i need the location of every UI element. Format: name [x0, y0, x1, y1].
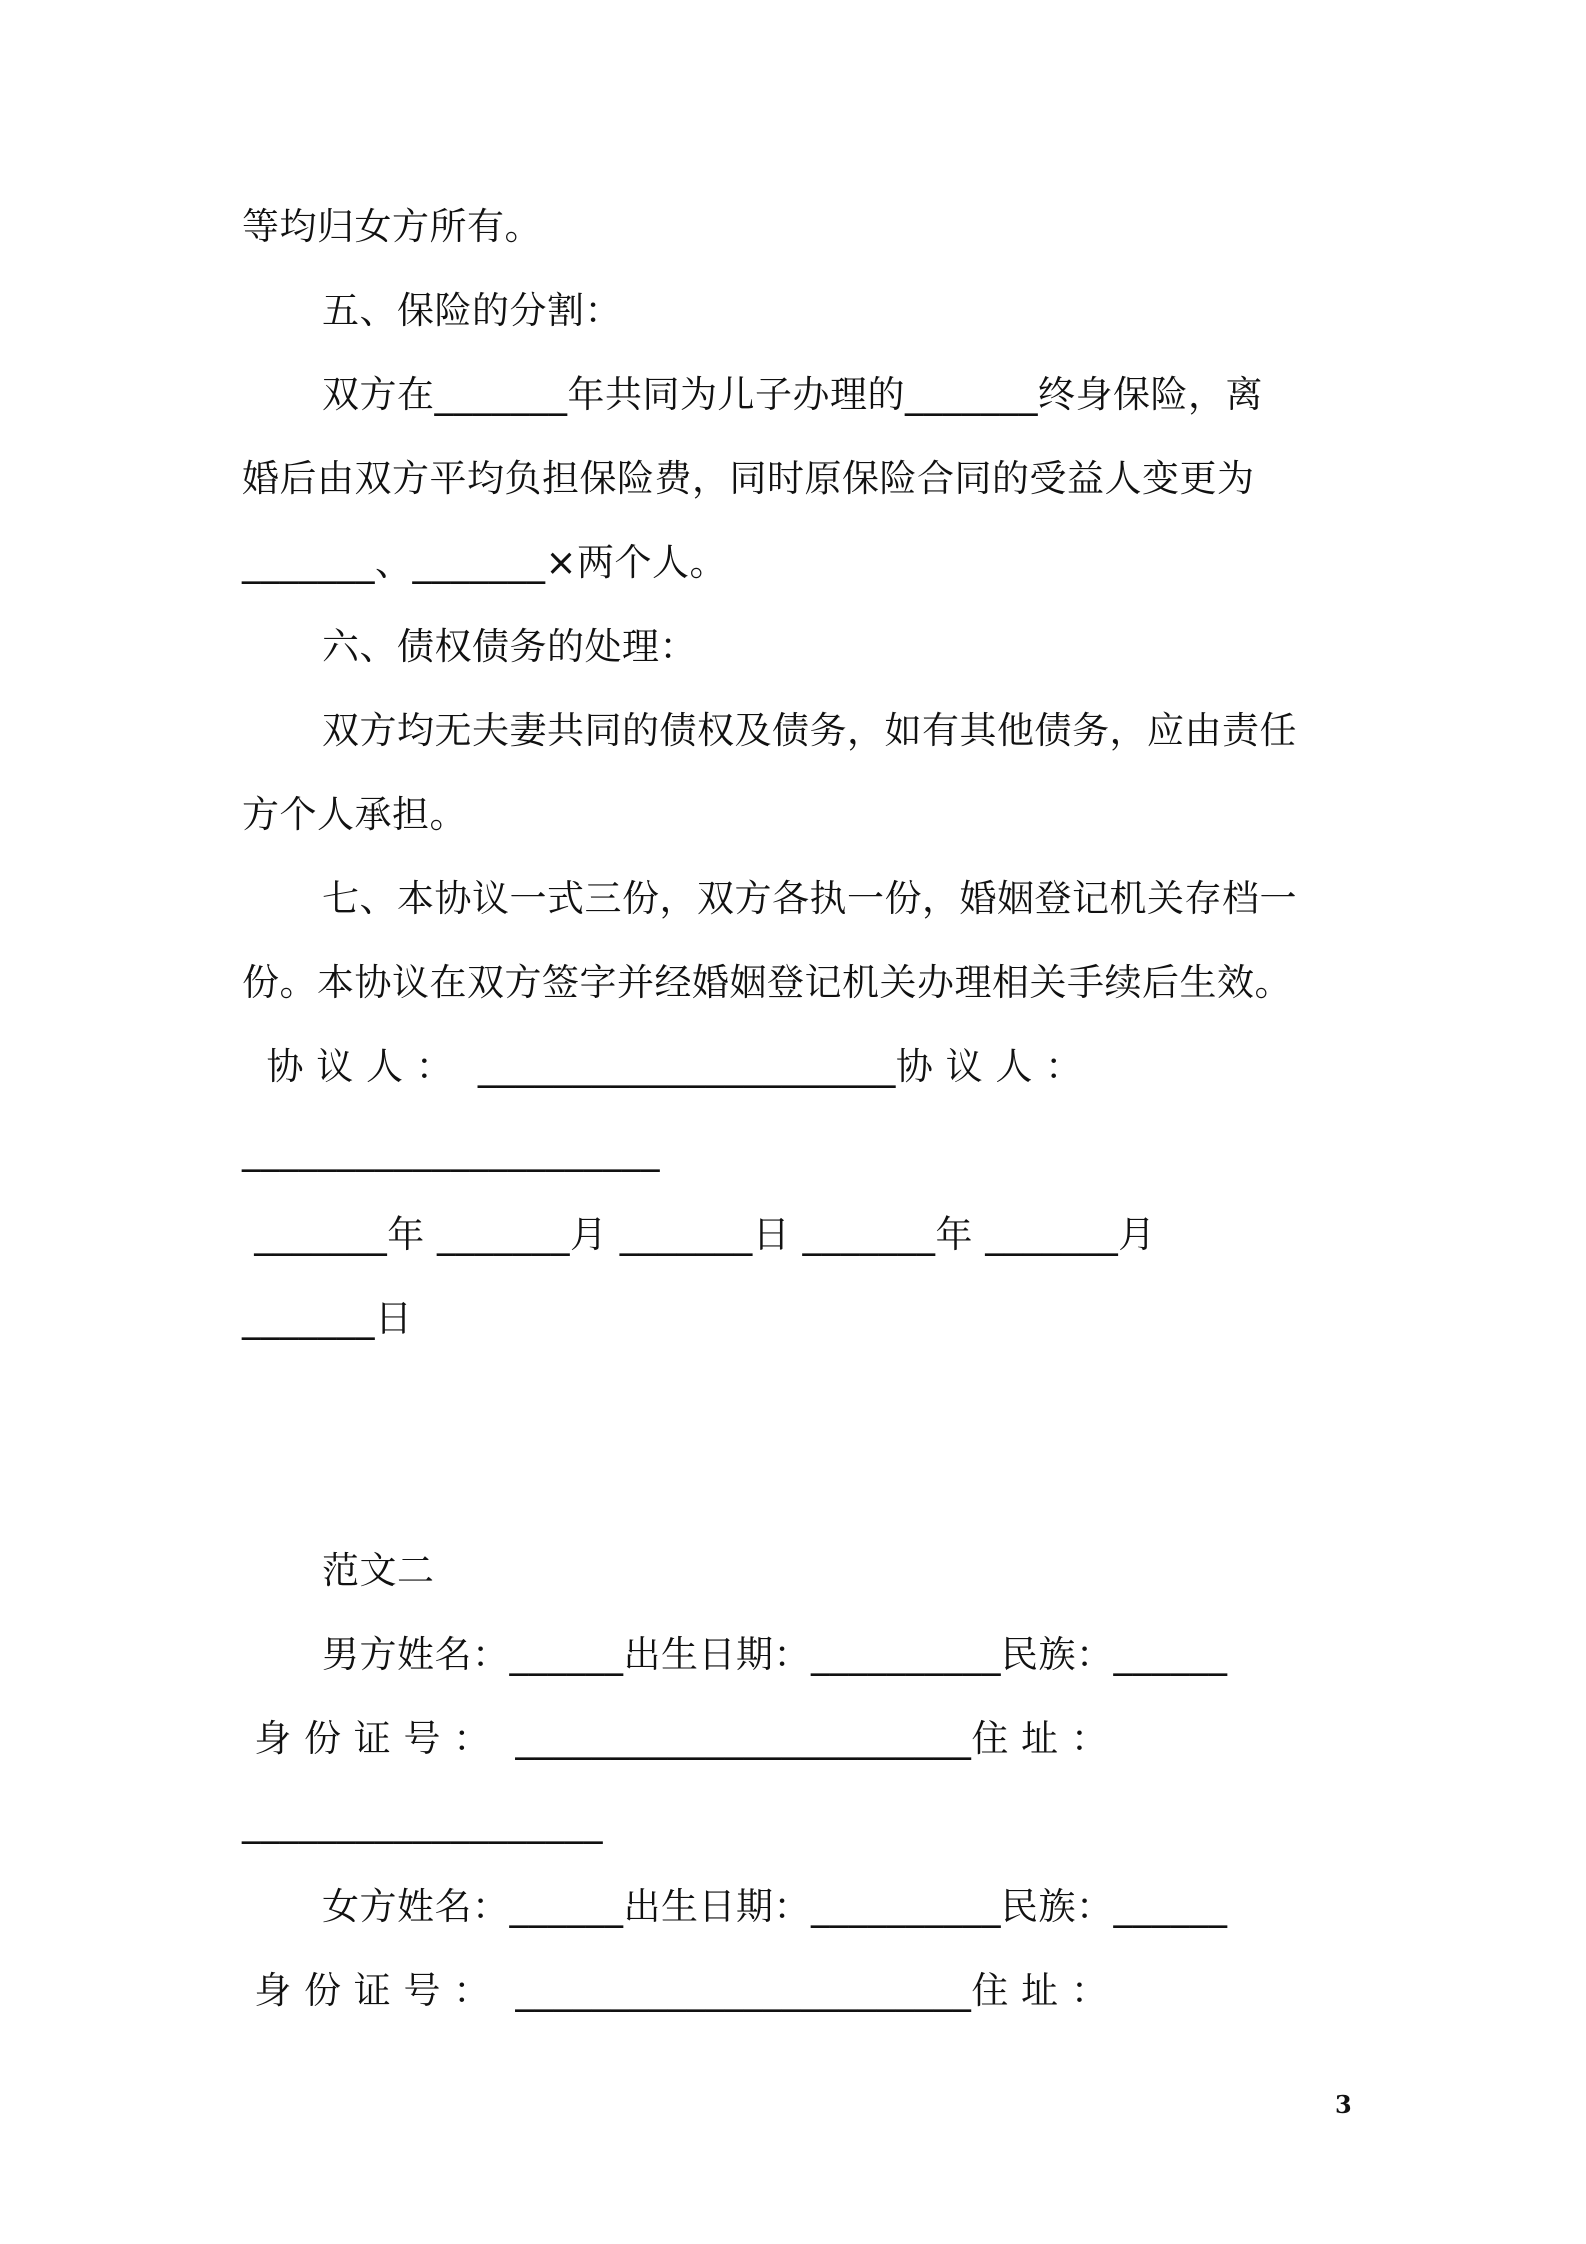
- text-line-1: 等均归女方所有。: [242, 205, 542, 248]
- sample-heading: 范文二: [322, 1549, 435, 1592]
- text-line-3: 双方在_______年共同为儿子办理的_______终身保险，离: [322, 373, 1263, 416]
- text-line-8: 方个人承担。: [242, 793, 467, 836]
- male-id-address-line: 身 份 证 号 ： ________________________住 址 ：: [242, 1717, 1109, 1760]
- female-info-line: 女方姓名：______出生日期：__________民族：______: [322, 1885, 1228, 1928]
- signature-line-1: 协 议 人 ： ______________________协 议 人 ：: [242, 1045, 1083, 1088]
- page-number: 3: [1335, 2090, 1352, 2119]
- signature-line-2: ______________________: [242, 1129, 660, 1172]
- text-line-7: 双方均无夫妻共同的债权及债务，如有其他债务，应由责任: [322, 709, 1297, 752]
- section-heading-insurance: 五、保险的分割：: [322, 289, 622, 332]
- date-line-1: _______年 _______月 _______日 _______年 _______月: [242, 1213, 1156, 1256]
- text-line-9: 七、本协议一式三份，双方各执一份，婚姻登记机关存档一: [322, 877, 1297, 920]
- section-heading-debts: 六、债权债务的处理：: [322, 625, 697, 668]
- text-line-5: _______、_______×两个人。: [242, 541, 728, 584]
- text-line-10: 份。本协议在双方签字并经婚姻登记机关办理相关手续后生效。: [242, 961, 1292, 1004]
- date-line-2: _______日: [242, 1297, 413, 1340]
- female-id-address-line: 身 份 证 号 ： ________________________住 址 ：: [242, 1969, 1109, 2012]
- male-info-line: 男方姓名：______出生日期：__________民族：______: [322, 1633, 1228, 1676]
- text-line-4: 婚后由双方平均负担保险费，同时原保险合同的受益人变更为: [242, 457, 1255, 500]
- male-address-blank-line: ___________________: [242, 1801, 603, 1844]
